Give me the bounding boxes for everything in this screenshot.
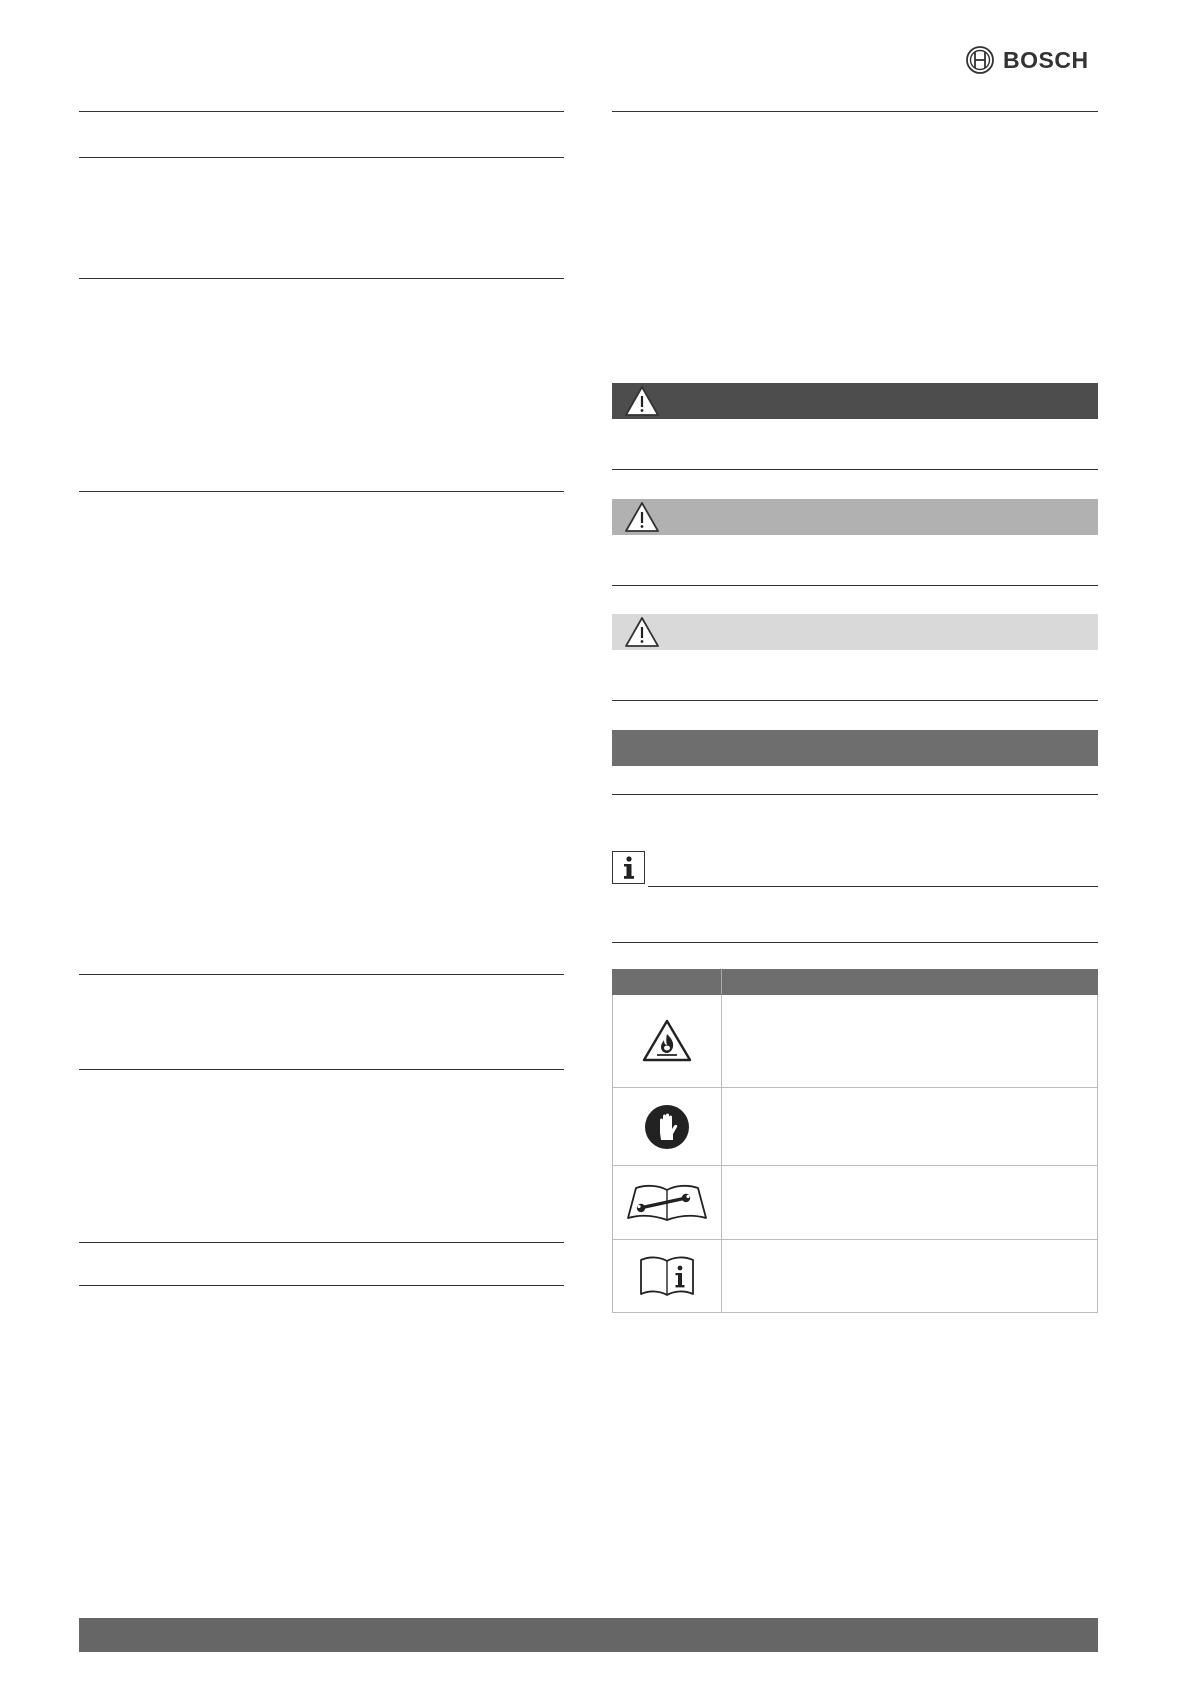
caution-end-rule bbox=[612, 700, 1098, 701]
left-rule-3 bbox=[79, 278, 564, 279]
left-rule-5 bbox=[79, 974, 564, 975]
left-rule-8 bbox=[79, 1285, 564, 1286]
info-end-rule bbox=[612, 942, 1098, 943]
left-rule-6 bbox=[79, 1069, 564, 1070]
left-rule-2 bbox=[79, 157, 564, 158]
warning-triangle-icon bbox=[624, 501, 660, 533]
symbol-cell bbox=[613, 1088, 722, 1166]
symbol-table bbox=[612, 969, 1098, 1313]
meaning-cell bbox=[722, 1166, 1098, 1240]
right-rule-1 bbox=[612, 111, 1098, 112]
meaning-cell bbox=[722, 995, 1098, 1088]
danger-banner bbox=[612, 383, 1098, 419]
table-header-symbol bbox=[613, 970, 722, 995]
warning-end-rule bbox=[612, 585, 1098, 586]
table-row bbox=[613, 1240, 1098, 1313]
left-rule-1 bbox=[79, 111, 564, 112]
info-glyph-icon bbox=[619, 855, 639, 881]
notice-banner bbox=[612, 730, 1098, 766]
danger-end-rule bbox=[612, 469, 1098, 470]
table-row bbox=[613, 1088, 1098, 1166]
protective-gloves-icon bbox=[643, 1103, 691, 1151]
table-header-meaning bbox=[722, 970, 1098, 995]
footer-bar bbox=[79, 1618, 1098, 1652]
flammable-warning-icon bbox=[641, 1018, 693, 1064]
warning-triangle-icon bbox=[624, 385, 660, 417]
warning-triangle-icon bbox=[624, 616, 660, 648]
caution-banner bbox=[612, 614, 1098, 650]
meaning-cell bbox=[722, 1088, 1098, 1166]
notice-end-rule bbox=[612, 794, 1098, 795]
warning-banner bbox=[612, 499, 1098, 535]
table-row bbox=[613, 995, 1098, 1088]
brand-logo bbox=[965, 45, 1089, 75]
brand-wordmark: BOSCH bbox=[1003, 46, 1089, 73]
meaning-cell bbox=[722, 1240, 1098, 1313]
left-rule-4 bbox=[79, 491, 564, 492]
symbol-cell bbox=[613, 1166, 722, 1240]
symbol-cell bbox=[613, 995, 722, 1088]
info-heading-rule bbox=[648, 886, 1098, 887]
service-manual-icon bbox=[626, 1182, 708, 1224]
left-rule-7 bbox=[79, 1242, 564, 1243]
bosch-armature-icon bbox=[965, 45, 995, 75]
read-instructions-icon bbox=[638, 1254, 696, 1298]
symbol-cell bbox=[613, 1240, 722, 1313]
table-header-row bbox=[613, 970, 1098, 995]
info-icon bbox=[612, 851, 645, 884]
table-row bbox=[613, 1166, 1098, 1240]
